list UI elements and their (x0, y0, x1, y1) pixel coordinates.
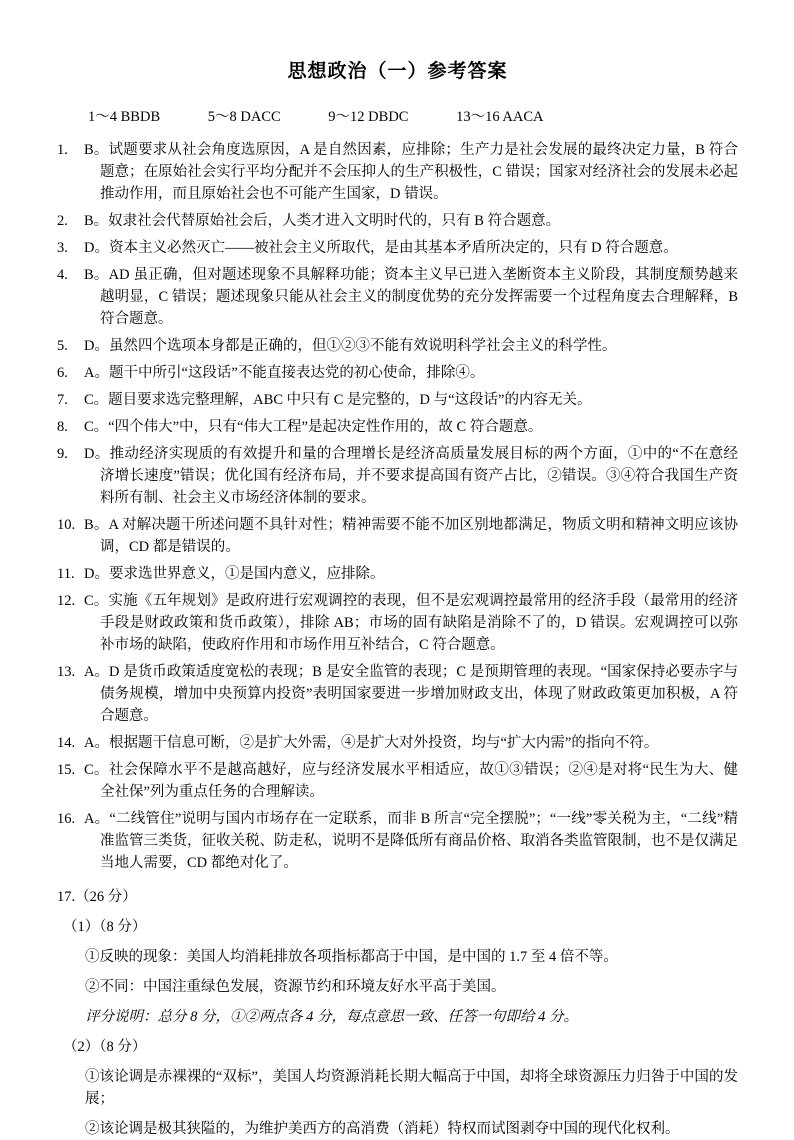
explanation-item-8 (57, 416, 738, 438)
item-number: 4. (57, 267, 68, 283)
item-text: C。“四个伟大”中，只有“伟大工程”是起决定性作用的，故 C 符合题意。 (84, 419, 543, 435)
item-number: 6. (57, 365, 68, 381)
q17-part1-point1: ①反映的现象：美国人均消耗排放各项指标都高于中国，是中国的 1.7 至 4 倍不等。 (85, 949, 618, 965)
item-number: 12. (57, 593, 76, 609)
item-text: C。题目要求选完整理解，ABC 中只有 C 是完整的，D 与“这段话”的内容无关。 (84, 392, 592, 408)
answer-key-group-4: 13～16 AACA (456, 109, 544, 125)
q17-part2-point1: ①该论调是赤裸裸的“双标”，美国人均资源消耗长期大幅高于中国，却将全球资源压力归咎于中国的发展； (85, 1069, 738, 1107)
item-number: 8. (57, 419, 68, 435)
item-number: 11. (57, 566, 75, 582)
item-text: A。D 是货币政策适度宽松的表现；B 是安全监管的表现；C 是预期管理的表现。“国家保持必要赤字与债务规模，增加中央预算内投资”表明国家要进一步增加财政支出，体现了财政政策更加积极，A 符合题意。 (84, 664, 738, 724)
q17-part1-point2: ②不同：中国注重绿色发展，资源节约和环境友好水平高于美国。 (85, 979, 506, 995)
item-number: 13. (57, 664, 76, 680)
explanation-item-16 (57, 808, 738, 874)
item-text: C。社会保障水平不是越高越好，应与经济发展水平相适应，故①③错误；②④是对将“民生为大、健全社保”列为重点任务的合理解读。 (84, 762, 738, 800)
item-text: D。虽然四个选项本身都是正确的，但①②③不能有效说明科学社会主义的科学性。 (84, 338, 617, 354)
answer-key-group-3: 9～12 DBDC (328, 109, 409, 125)
explanation-item-4 (57, 264, 738, 330)
explanation-item-11 (57, 563, 738, 585)
explanation-item-5 (57, 335, 738, 357)
item-number: 7. (57, 392, 68, 408)
item-number: 10. (57, 517, 76, 533)
q17-part2-header: （2）（8 分） (63, 1039, 147, 1055)
explanation-item-15 (57, 759, 738, 803)
item-text: A。题干中所引“这段话”不能直接表达党的初心使命，排除④。 (84, 365, 485, 381)
question-17-section (57, 886, 738, 1140)
item-text: D。资本主义必然灭亡——被社会主义所取代，是由其基本矛盾所决定的，只有 D 符合题意。 (84, 240, 678, 256)
explanation-item-14 (57, 732, 738, 754)
item-number: 9. (57, 446, 68, 462)
item-text: A。“二线管住”说明与国内市场存在一定联系，而非 B 所言“完全摆脱”；“一线”零关税为主，“二线”精准监管三类货，征收关税、防走私，说明不是降低所有商品价格、取消各类监管限制，也不是仅满足当地人需要，CD 都绝对化了。 (84, 811, 738, 871)
explanation-item-13 (57, 661, 738, 727)
answer-key-row (57, 105, 738, 126)
item-text: B。A 对解决题干所述问题不具针对性；精神需要不能不加区别地都满足，物质文明和精神文明应该协调，CD 都是错误的。 (84, 517, 738, 555)
answer-key-group-1: 1～4 BBDB (88, 109, 161, 125)
item-number: 14. (57, 735, 76, 751)
answer-key-group-2: 5～8 DACC (207, 109, 281, 125)
explanation-item-6 (57, 362, 738, 384)
question-17-header: 17.（26 分） (57, 889, 137, 905)
q17-part1-header: （1）（8 分） (63, 919, 147, 935)
item-number: 3. (57, 240, 68, 256)
item-text: A。根据题干信息可断，②是扩大外需，④是扩大对外投资，均与“扩大内需”的指向不符。 (84, 735, 659, 751)
item-text: B。奴隶社会代替原始社会后，人类才进入文明时代的，只有 B 符合题意。 (84, 213, 561, 229)
item-text: C。实施《五年规划》是政府进行宏观调控的表现，但不是宏观调控最常用的经济手段（最常用的经济手段是财政政策和货币政策），排除 AB；市场的固有缺陷是消除不了的，D 错误。宏观调控可以弥补市场的缺陷，使政府作用和市场作用互补结合，C 符合题意。 (84, 593, 738, 653)
explanation-item-10 (57, 514, 738, 558)
page-title: 思想政治（一）参考答案 (287, 61, 508, 82)
item-number: 2. (57, 213, 68, 229)
q17-part2-point2: ②该论调是极其狭隘的，为维护美西方的高消费（消耗）特权而试图剥夺中国的现代化权利。 (85, 1121, 680, 1137)
item-number: 5. (57, 338, 68, 354)
explanation-item-1 (57, 139, 738, 205)
explanation-item-7 (57, 389, 738, 411)
explanation-item-3 (57, 237, 738, 259)
explanation-item-9 (57, 443, 738, 509)
item-text: D。推动经济实现质的有效提升和量的合理增长是经济高质量发展目标的两个方面，①中的“不在意经济增长速度”错误；优化国有经济布局，并不要求提高国有资产占比，②错误。③④符合我国生产资料所有制、社会主义市场经济体制的要求。 (84, 446, 738, 506)
explanation-item-2 (57, 210, 738, 232)
item-number: 15. (57, 762, 76, 778)
q17-part1-scoring-note: 评分说明：总分 8 分，①②两点各 4 分，每点意思一致、任答一句即给 4 分。 (85, 1009, 578, 1025)
item-number: 16. (57, 811, 76, 827)
item-text: B。AD 虽正确，但对题述现象不具解释功能；资本主义早已进入垄断资本主义阶段，其制度颓势越来越明显，C 错误；题述现象只能从社会主义的制度优势的充分发挥需要一个过程角度去合理解释，B 符合题意。 (84, 267, 738, 327)
explanation-item-12 (57, 590, 738, 656)
item-text: B。试题要求从社会角度选原因，A 是自然因素，应排除；生产力是社会发展的最终决定力量，B 符合题意；在原始社会实行平均分配并不会压抑人的生产积极性，C 错误；国家对经济社会的发展未必起推动作用，而且原始社会也不可能产生国家，D 错误。 (84, 142, 738, 202)
item-number: 1. (57, 142, 68, 158)
item-text: D。要求选世界意义，①是国内意义，应排除。 (84, 566, 385, 582)
explanation-list (57, 139, 738, 874)
